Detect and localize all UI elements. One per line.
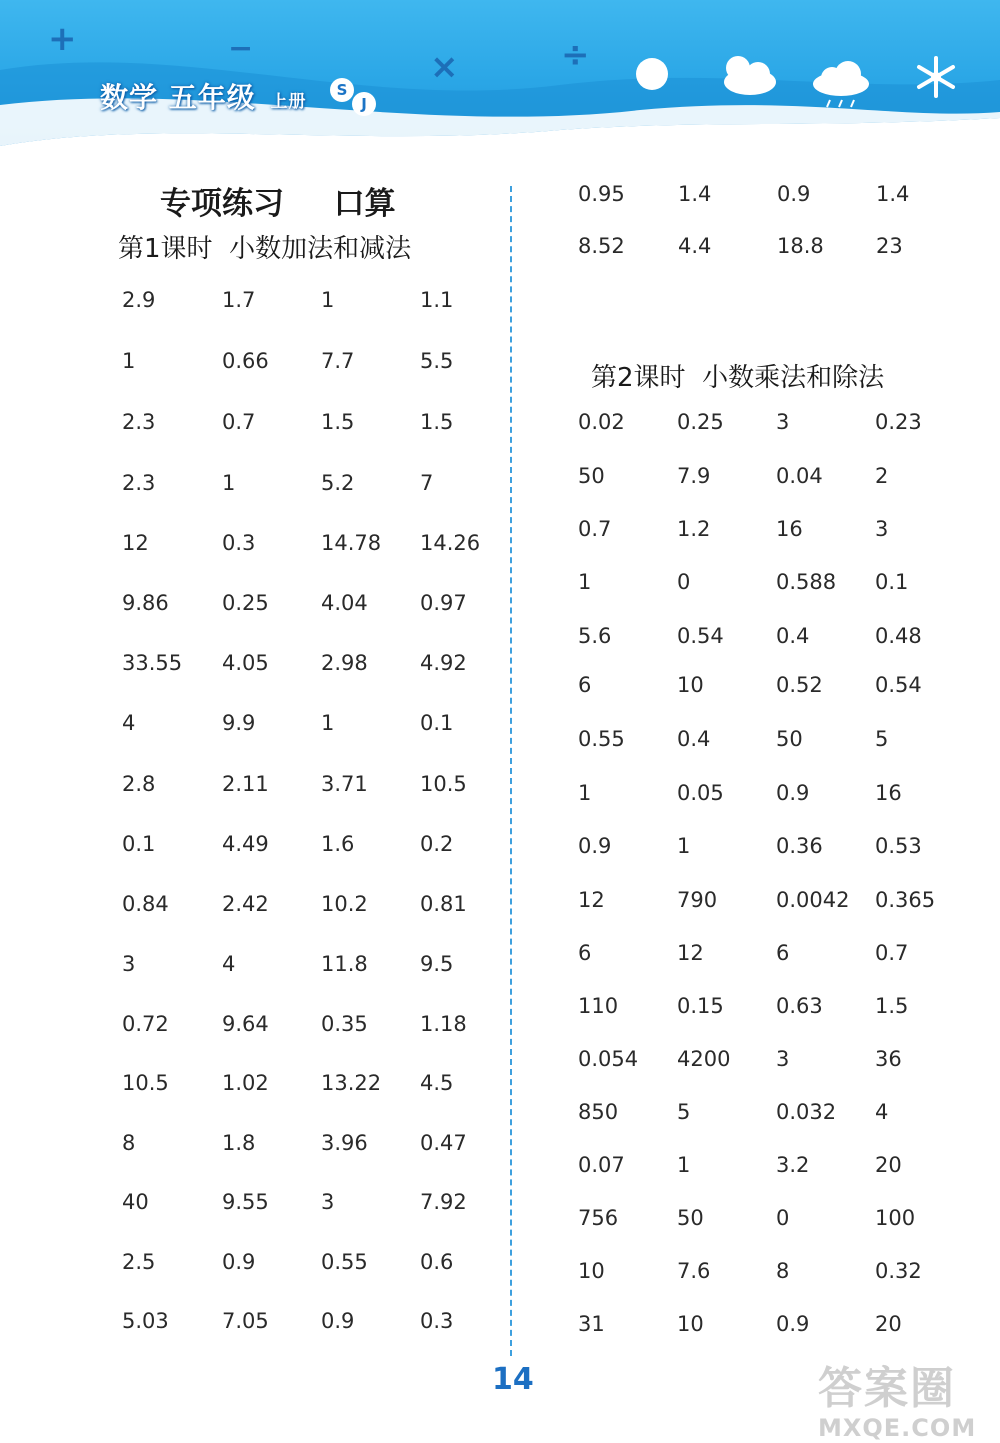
- section2-title: 第2课时 小数乘法和除法: [591, 363, 885, 393]
- answer-cell: 1: [677, 1153, 691, 1177]
- rain-cloud-icon: [810, 58, 872, 108]
- answer-cell: 9.5: [420, 952, 454, 976]
- answer-cell: 3.96: [321, 1131, 368, 1155]
- answer-cell: 1.18: [420, 1012, 467, 1036]
- answer-cell: 3: [122, 952, 136, 976]
- answer-cell: 1.5: [875, 994, 909, 1018]
- book-title: [100, 76, 307, 116]
- answer-cell: 0.36: [776, 834, 823, 858]
- answer-cell: 0.4: [677, 727, 711, 751]
- answer-cell: 1.7: [222, 288, 256, 312]
- answer-cell: 10.5: [420, 772, 467, 796]
- answer-cell: 0.3: [420, 1309, 454, 1333]
- answer-cell: 0.48: [875, 624, 922, 648]
- answer-cell: 11.8: [321, 952, 368, 976]
- watermark: [818, 1352, 976, 1442]
- sun-cloud-icon: [716, 52, 778, 98]
- answer-cell: 0.54: [677, 624, 724, 648]
- answer-cell: 0.55: [321, 1250, 368, 1274]
- answer-cell: 0.9: [222, 1250, 256, 1274]
- answer-cell: 1.5: [321, 410, 355, 434]
- answer-cell: 50: [578, 464, 605, 488]
- answer-cell: 13.22: [321, 1071, 382, 1095]
- answer-cell: 16: [875, 781, 902, 805]
- answer-cell: 6: [578, 673, 592, 697]
- answer-cell: 12: [578, 888, 605, 912]
- answer-cell: 0: [776, 1206, 790, 1230]
- answer-cell: 10.5: [122, 1071, 169, 1095]
- answer-cell: 0.1: [875, 570, 909, 594]
- answer-cell: 1: [321, 711, 335, 735]
- answer-cell: 4.04: [321, 591, 368, 615]
- answer-cell: 4.4: [678, 234, 712, 258]
- answer-cell: 0.0042: [776, 888, 850, 912]
- answer-cell: 0.72: [122, 1012, 169, 1036]
- answer-cell: 0.15: [677, 994, 724, 1018]
- answer-cell: 5.6: [578, 624, 612, 648]
- answer-cell: 5.03: [122, 1309, 169, 1333]
- answer-cell: 0.1: [122, 832, 156, 856]
- answer-cell: 0.95: [578, 182, 625, 206]
- answer-cell: 0.04: [776, 464, 823, 488]
- answer-cell: 0.97: [420, 591, 467, 615]
- answer-cell: 12: [122, 531, 149, 555]
- answer-cell: 3: [875, 517, 889, 541]
- answer-cell: 7.6: [677, 1259, 711, 1283]
- answer-cell: 10.2: [321, 892, 368, 916]
- answer-cell: 0.365: [875, 888, 936, 912]
- answer-cell: 1.8: [222, 1131, 256, 1155]
- answer-cell: 2.3: [122, 471, 156, 495]
- answer-cell: 9.64: [222, 1012, 269, 1036]
- answer-cell: 0.66: [222, 349, 269, 373]
- answer-cell: 0.9: [777, 182, 811, 206]
- answer-cell: 16: [776, 517, 803, 541]
- times-symbol: ×: [430, 47, 459, 87]
- answer-cell: 9.55: [222, 1190, 269, 1214]
- answer-cell: 756: [578, 1206, 619, 1230]
- answer-cell: 0.9: [776, 781, 810, 805]
- answer-cell: 1: [578, 781, 592, 805]
- answer-cell: 0.05: [677, 781, 724, 805]
- answer-cell: 0.23: [875, 410, 922, 434]
- answer-cell: 10: [677, 673, 704, 697]
- answer-cell: 1.4: [876, 182, 910, 206]
- answer-cell: 0.52: [776, 673, 823, 697]
- answer-cell: 100: [875, 1206, 916, 1230]
- answer-cell: 790: [677, 888, 718, 912]
- header-banner: [0, 0, 1000, 150]
- answer-cell: 10: [677, 1312, 704, 1336]
- answer-cell: 40: [122, 1190, 149, 1214]
- answer-cell: 3: [321, 1190, 335, 1214]
- answer-cell: 8: [122, 1131, 136, 1155]
- answer-cell: 0.54: [875, 673, 922, 697]
- answer-cell: 4: [222, 952, 236, 976]
- answer-cell: 4: [122, 711, 136, 735]
- answer-cell: 2.11: [222, 772, 269, 796]
- answer-cell: 0.53: [875, 834, 922, 858]
- answer-cell: 4.92: [420, 651, 467, 675]
- volume-label: 上册: [270, 92, 307, 112]
- answer-cell: 3: [776, 410, 790, 434]
- answer-cell: 5: [875, 727, 889, 751]
- answer-cell: 2: [875, 464, 889, 488]
- answer-cell: 7.05: [222, 1309, 269, 1333]
- answer-cell: 0.9: [578, 834, 612, 858]
- answer-cell: 2.42: [222, 892, 269, 916]
- answer-cell: 4.49: [222, 832, 269, 856]
- divide-symbol: ÷: [561, 35, 590, 75]
- minus-symbol: −: [228, 31, 254, 66]
- answer-cell: 0.47: [420, 1131, 467, 1155]
- answer-cell: 50: [677, 1206, 704, 1230]
- answer-cell: 33.55: [122, 651, 183, 675]
- answer-cell: 0.55: [578, 727, 625, 751]
- answer-cell: 7.92: [420, 1190, 467, 1214]
- answer-cell: 2.8: [122, 772, 156, 796]
- sun-icon: [634, 56, 670, 92]
- answer-cell: 9.9: [222, 711, 256, 735]
- answer-cell: 1.6: [321, 832, 355, 856]
- answer-cell: 1.02: [222, 1071, 269, 1095]
- answer-cell: 0.6: [420, 1250, 454, 1274]
- answer-cell: 1.4: [678, 182, 712, 206]
- page-number: 14: [492, 1362, 534, 1397]
- answer-cell: 3: [776, 1047, 790, 1071]
- answer-cell: 2.98: [321, 651, 368, 675]
- answer-cell: 14.78: [321, 531, 382, 555]
- badge-s: S: [330, 78, 354, 102]
- column-divider: [510, 186, 512, 1356]
- answer-cell: 0.81: [420, 892, 467, 916]
- answer-cell: 23: [876, 234, 903, 258]
- answer-cell: 5: [677, 1100, 691, 1124]
- answer-cell: 0.02: [578, 410, 625, 434]
- answer-cell: 0.7: [578, 517, 612, 541]
- answer-cell: 1.2: [677, 517, 711, 541]
- answer-cell: 1: [677, 834, 691, 858]
- answer-cell: 10: [578, 1259, 605, 1283]
- answer-cell: 1: [321, 288, 335, 312]
- answer-cell: 2.9: [122, 288, 156, 312]
- answer-cell: 0.054: [578, 1047, 639, 1071]
- answer-cell: 0.1: [420, 711, 454, 735]
- section1-title: 第1课时 小数加法和减法: [118, 234, 412, 264]
- answer-cell: 8.52: [578, 234, 625, 258]
- answer-cell: 5.5: [420, 349, 454, 373]
- answer-cell: 9.86: [122, 591, 169, 615]
- answer-cell: 0.84: [122, 892, 169, 916]
- answer-cell: 7: [420, 471, 434, 495]
- answer-cell: 4.5: [420, 1071, 454, 1095]
- answer-cell: 110: [578, 994, 619, 1018]
- answer-cell: 0.7: [222, 410, 256, 434]
- answer-cell: 1: [222, 471, 236, 495]
- snowflake-icon: [914, 55, 958, 99]
- answer-cell: 5.2: [321, 471, 355, 495]
- answer-cell: 0.588: [776, 570, 837, 594]
- answer-cell: 0.32: [875, 1259, 922, 1283]
- answer-cell: 1.1: [420, 288, 454, 312]
- answer-cell: 0.4: [776, 624, 810, 648]
- answer-cell: 2.3: [122, 410, 156, 434]
- answer-cell: 7.7: [321, 349, 355, 373]
- answer-cell: 4200: [677, 1047, 731, 1071]
- grade-label: 五年级: [168, 81, 256, 114]
- answer-cell: 4: [875, 1100, 889, 1124]
- answer-cell: 1.5: [420, 410, 454, 434]
- answer-cell: 36: [875, 1047, 902, 1071]
- answer-cell: 31: [578, 1312, 605, 1336]
- answer-cell: 4.05: [222, 651, 269, 675]
- watermark-en: MXQE.COM: [818, 1414, 977, 1442]
- badge-j: J: [352, 92, 376, 116]
- subject-label: 数学: [100, 81, 159, 114]
- answer-cell: 12: [677, 941, 704, 965]
- answer-cell: 0.9: [321, 1309, 355, 1333]
- answer-cell: 20: [875, 1153, 902, 1177]
- answer-cell: 1: [122, 349, 136, 373]
- watermark-cn: 答案圈: [818, 1363, 956, 1414]
- answer-cell: 8: [776, 1259, 790, 1283]
- answer-cell: 0: [677, 570, 691, 594]
- answer-cell: 0.63: [776, 994, 823, 1018]
- answer-cell: 0.9: [776, 1312, 810, 1336]
- answer-cell: 7.9: [677, 464, 711, 488]
- plus-symbol: +: [48, 19, 77, 59]
- answer-cell: 50: [776, 727, 803, 751]
- answer-cell: 3.2: [776, 1153, 810, 1177]
- answer-cell: 850: [578, 1100, 619, 1124]
- answer-cell: 0.7: [875, 941, 909, 965]
- answer-cell: 0.07: [578, 1153, 625, 1177]
- answer-cell: 0.2: [420, 832, 454, 856]
- answer-cell: 0.25: [222, 591, 269, 615]
- answer-cell: 6: [578, 941, 592, 965]
- answer-cell: 0.25: [677, 410, 724, 434]
- page-title: 专项练习 口算: [160, 186, 396, 222]
- answer-cell: 2.5: [122, 1250, 156, 1274]
- answer-cell: 0.35: [321, 1012, 368, 1036]
- answer-cell: 18.8: [777, 234, 824, 258]
- answer-cell: 1: [578, 570, 592, 594]
- answer-cell: 14.26: [420, 531, 481, 555]
- answer-cell: 0.032: [776, 1100, 837, 1124]
- answer-cell: 6: [776, 941, 790, 965]
- answer-cell: 0.3: [222, 531, 256, 555]
- answer-cell: 3.71: [321, 772, 368, 796]
- answer-cell: 20: [875, 1312, 902, 1336]
